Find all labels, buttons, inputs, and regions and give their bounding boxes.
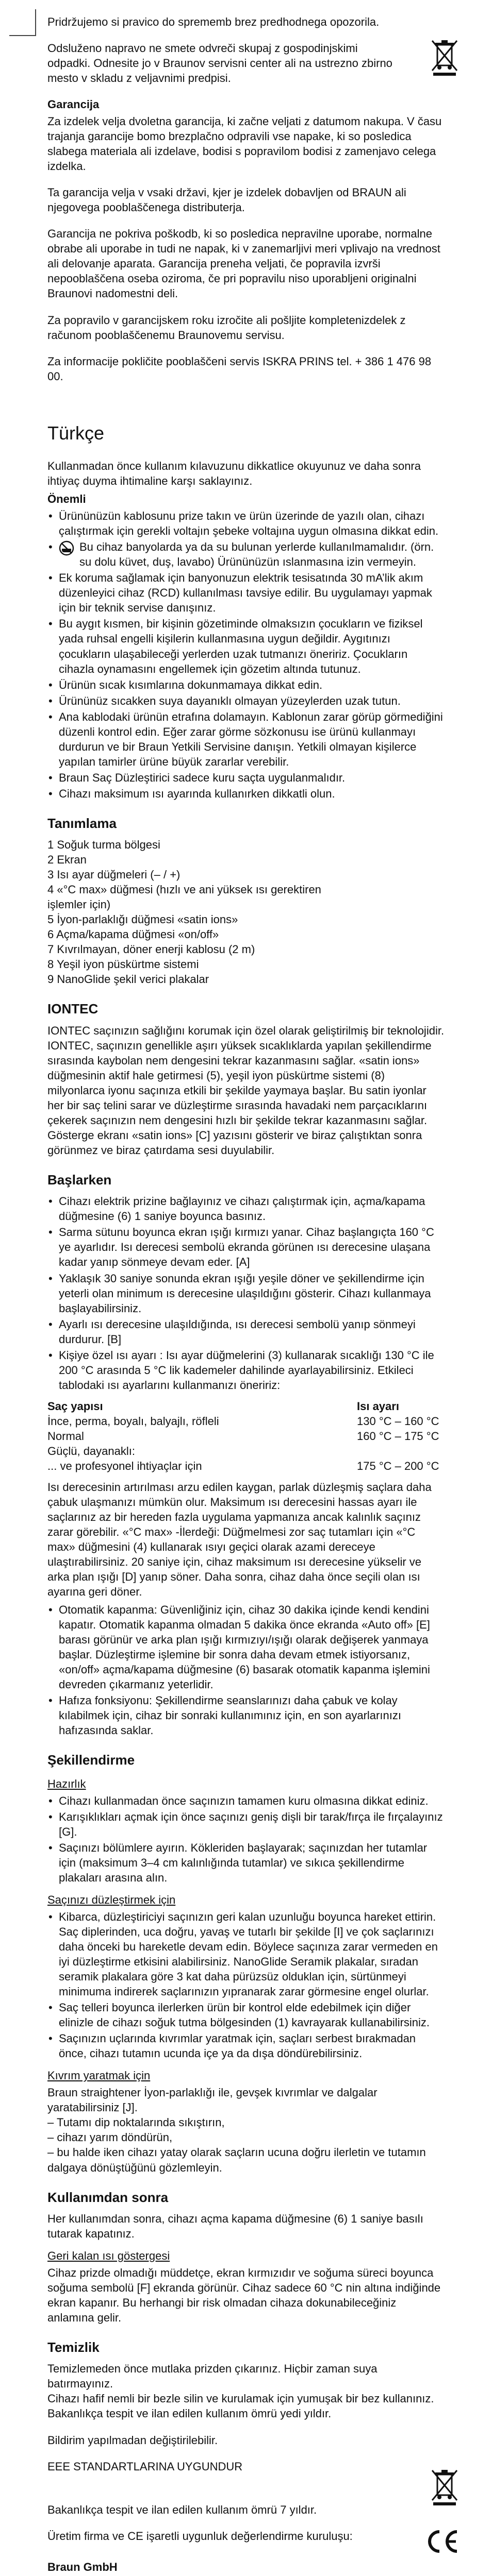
no-water-bath-icon — [59, 540, 74, 556]
list-item: • Ayarlı ısı derecesine ulaşıldığında, ısı derecesi sembolü yanıp sönmeyi durdurur. [B] — [47, 1317, 445, 1347]
list-item: • Cihazı maksimum ısı ayarında kullanırken dikkatli olun. — [47, 786, 445, 801]
tr-heat-paragraph: Isı derecesinin artırılması arzu edilen kaygan, parlak düzleşmiş saçlara daha çabuk ulaşmanızı mümkün olur. Maksimum ısı derecesini hassas ayarı ile saçlarınız az bir hereden fazla uygulama yapmanıza ancak kalınlık saçınız zarar görebilir. «°C max» -İlerdeği: Düğmelmesi zor saç tutamları için «°C max» düğmesini (4) kullanarak ısıyı geçici olarak azami dereceye ulaştırabilirsiniz. 20 saniye için, cihaz maksimum ısı derecesine yükselir ve arka plan ışığı [D] yanıp söner. Daha sonra, cihaz daha önce seçili olan ısı ayarına geri döner. — [47, 1480, 432, 1599]
tr-lifetime-paragraph: Bakanlıkça tespit ve ilan edilen kullanım ömrü 7 yıldır. — [47, 2503, 317, 2516]
tr-curls-paragraph: Braun straightener İyon-parlaklığı ile, gevşek kıvrımlar ve dalgalar yaratabilirsiniz [J]. – Tutamı dip noktalarında sıkıştırın, – cihazı yarım döndürün, – bu halde iken cihazı yatay olarak saçların ucuna doğru ilerletin ve tutamın dalgaya dönüştüğünü gözlemleyin. — [47, 2086, 426, 2174]
slo-paragraph-2: Odsluženo napravo ne smete odvreči skupaj z gospodinjskimi odpadki. Odnesite jo v Braunov servisni center ali na ustrezno zbirno mesto v skladu z veljavnimi predpisi. — [47, 42, 392, 85]
tr-important-heading: Önemli — [47, 493, 86, 506]
garancija-paragraph-4: Za popravilo v garancijskem roku izročite ali pošljite kompletenizdelek z računom pooblaščenemu Braunovemu servisu. — [47, 313, 406, 342]
list-item: • Ürününüzün kablosunu prize takın ve ürün üzerinde de yazılı olan, cihazı çalıştırmak için gerekli voltajın şebeke voltajına uygun olmasına dikkat edin. — [47, 509, 445, 538]
tr-cleaning-heading: Temizlik — [47, 2340, 100, 2355]
list-item: • Sarma sütunu boyunca ekran ışığı kırmızı yanar. Cihaz başlangıçta 160 °C ye ayarlıdır. Isı derecesi sembolü ekranda görünen ısı derecesine ulaşana kadar yanıp sönmeye devam eder. [A] — [47, 1225, 445, 1269]
company-line — [47, 2574, 445, 2576]
tr-iontec-heading: IONTEC — [47, 1001, 99, 1017]
table-cell: ... ve profesyonel ihtiyaçlar için — [47, 1459, 202, 1472]
table-row — [47, 1429, 445, 1444]
list-item: • Saçınızı bölümlere ayırın. Kökleriden başlayarak; saçınızdan her tutamlar için (maksimum 3–4 cm kalınlığında tutamlar) ve sıkıca şekillendirme plakaları arasına alın. — [47, 1840, 445, 1885]
tr-curls-heading: Kıvrım yaratmak için — [47, 2069, 151, 2082]
list-item: • Ek koruma sağlamak için banyonuzun elektrik tesisatında 30 mA’lik akım düzenleyici cihaz (RCD) kullanılması tavsiye edilir. Bu uygulamayı yapmak için bir teknik servise danışınız. — [47, 570, 445, 615]
slo-disposal-row — [47, 41, 445, 86]
slo-paragraph-1: Pridržujemo si pravico do sprememb brez predhodnega opozorila. — [47, 15, 380, 28]
tr-straighten-heading: Saçınızı düzleştirmek için — [47, 1893, 176, 1906]
tr-after-use-heading: Kullanımdan sonra — [47, 2189, 169, 2205]
list-item: 8 Yeşil iyon püskürtme sistemi — [47, 958, 199, 971]
list-item: • Kişiye özel ısı ayarı : Isı ayar düğmelerini (3) kullanarak sıcaklığı 130 °C ile 200 °C arasında 5 °C lik kademeler dahilinde ayarlayabilirsiniz. Etkileci tablodaki ısı ayarlarını kullanmanızı öneririz: — [47, 1348, 445, 1393]
list-item: • Saçınızın uçlarında kıvrımlar yaratmak için, saçları serbest bırakmadan önce, cihazı tutamın ucunda içe ya da dışa döndürebilirsiniz. — [47, 2031, 445, 2061]
tr-preparation-heading: Hazırlık — [47, 1777, 86, 1790]
list-item: • Ürününüz sıcakken suya dayanıklı olmayan yüzeylerden uzak tutun. — [47, 693, 445, 708]
tr-styling-heading: Şekillendirme — [47, 1752, 135, 1768]
turkish-section-title: Türkçe — [47, 422, 105, 444]
tr-intro: Kullanmadan önce kullanım kılavuzunu dikkatlice okuyunuz ve daha sonra ihtiyaç duyma ihtimaline karşı saklayınız. — [47, 460, 421, 488]
list-item: • Ana kablodaki ürünün etrafına dolamayın. Kablonun zarar görüp görmediğini düzenli kontrol edin. Eğer zarar görme sözkonusu ise ürünü kullanmayı durdurun ve bir Braun Yetkili Servisine danışın. Yetkili olmayan kişilerce yapılan tamirler ürüne büyük zararlar verebilir. — [47, 709, 445, 769]
tr-start-list — [47, 1194, 445, 1392]
tr-important-list — [47, 509, 445, 801]
tr-eee-paragraph: EEE STANDARTLARINA UYGUNDUR — [47, 2460, 243, 2473]
tr-prep-list — [47, 1793, 445, 1885]
table-row — [47, 1414, 445, 1429]
tr-iontec-paragraph: IONTEC saçınızın sağlığını korumak için özel olarak geliştirilmiş bir teknolojidir. IONTEC, saçınızın genellikle aşırı yüksek sıcaklıklarda yapılan şekillendirme sırasında kaybolan nem dengesini tekrar kazanmasını sağlar. «satin ions» düğmesinin aktif hale getirmesi (5), yeşil iyon püskürtme sistemi (8) milyonlarca iyonu saçınıza etkili bir şekilde yaymaya başlar. Bu satin iyonlar her bir saç telini sarar ve düzleştirme sırasında havadaki nem parçacıklarını çekerek saçınızın nem dengesini hızlı bir şekilde tekrar kazanmasını sağlar. Gösterge ekranı «satin ions» [C] yazısını gösterir ve biraz çalıştıktan sonra görünmez ve biraz çatırdama sesi duyulabilir. — [47, 1024, 445, 1157]
table-header-row — [47, 1399, 445, 1414]
table-header-cell: Saç yapısı — [47, 1399, 103, 1413]
list-item: 1 Soğuk turma bölgesi — [47, 838, 160, 852]
table-header-cell: Isı ayarı — [357, 1399, 399, 1413]
list-item: 2 Ekran — [47, 853, 87, 867]
tr-description-heading: Tanımlama — [47, 815, 117, 831]
table-cell — [357, 1444, 445, 1459]
tr-parts-list — [47, 837, 445, 987]
table-cell: İnce, perma, boyalı, balyajlı, röfleli — [47, 1414, 219, 1428]
list-item: 9 NanoGlide şekil verici plakalar — [47, 973, 209, 986]
list-item: • Ürünün sıcak kısımlarına dokunmamaya dikkat edin. — [47, 677, 445, 692]
tr-ce-row — [47, 2529, 445, 2560]
garancija-paragraph-2: Ta garancija velja v vsaki državi, kjer je izdelek dobavljen od BRAUN ali njegovega pooblaščenega distributerja. — [47, 186, 406, 214]
list-item: 4 «°C max» düğmesi (hızlı ve ani yüksek ısı gerektiren işlemler için) — [47, 883, 321, 911]
garancija-heading: Garancija — [47, 98, 100, 111]
tr-after-use-paragraph: Her kullanımdan sonra, cihazı açma kapama düğmesine (6) 1 saniye basılı tutarak kapatınız. — [47, 2212, 423, 2240]
crossed-bin-icon — [429, 38, 460, 78]
table-cell: 160 °C – 175 °C — [357, 1429, 439, 1443]
tr-cleaning-paragraph: Temizlemeden önce mutlaka prizden çıkarınız. Hiçbir zaman suya batırmayınız. Cihazı hafif nemli bir bezle silin ve kurulamak için yumuşak bir bez kullanınız. Bakanlıkça tespit ve ilan edilen kullanım ömrü yedi yıldır. — [47, 2362, 434, 2420]
table-cell: 130 °C – 160 °C — [357, 1414, 439, 1428]
list-item: • Yaklaşık 30 saniye sonunda ekran ışığı yeşile döner ve şekillendirme için yeterli olan minimum ıs derecesine ulaşıldığını gösterir. Cihazı kullanmaya başlayabilirsiniz. — [47, 1271, 445, 1316]
garancija-paragraph-5: Za informacije pokličite pooblaščeni servis ISKRA PRINS tel. + 386 1 476 98 00. — [47, 354, 432, 383]
ce-mark-icon — [424, 2529, 460, 2554]
crop-mark-top — [9, 9, 36, 36]
tr-residual-heat-heading: Geri kalan ısı göstergesi — [47, 2249, 170, 2262]
list-item: • Kibarca, düzleştiriciyi saçınızın geri kalan uzunluğu boyunca hareket ettirin. Saç diplerinden, uca doğru, yavaş ve tutarlı bir şekilde [I] ve çok saçlarınızı daha önceki bu hareketle devam edin. Böylece saçınıza zarar vermeden en iyi düzleştirme etkisini alabilirsiniz. NanoGlide Seramik plakalar, sıradan seramik plakalara göre 3 kat daha pürüzsüz olduklan için, sürtünmeyi minimuma indirerek saçlarınızın yıpranarak zarar görmesine engel olurlar. — [47, 1909, 445, 1999]
tr-getting-started-heading: Başlarken — [47, 1172, 112, 1188]
list-item: • Saç telleri boyunca ilerlerken ürün bir kontrol elde edebilmek için diğer elinizle de cihazı soğuk tutma bölgesinden (1) kavrayarak kullanabilirsiniz. — [47, 2000, 445, 2030]
tr-eee-row — [47, 2459, 445, 2495]
list-item: • Hafıza fonksiyonu: Şekillendirme seanslarınızı daha çabuk ve kolay kılabilmek için, cihaz bir sonraki kullanımınız için, en son ayarlarınızı hafızasında saklar. — [47, 1693, 445, 1738]
list-item: 5 İyon-parlaklığı düğmesi «satin ions» — [47, 913, 238, 926]
list-item: 6 Açma/kapama düğmesi «on/off» — [47, 928, 219, 941]
table-cell: Normal — [47, 1429, 84, 1443]
garancija-paragraph-1: Za izdelek velja dvoletna garancija, ki začne veljati z datumom nakupa. V času trajanja garancije bomo brezplačno odpravili vse napake, ki so posledica slabega materiala ali izdelave, bodisi s popravilom bodisi z zamenjavo celega izdelka. — [47, 115, 442, 173]
list-item: 7 Kıvrılmayan, döner enerji kablosu (2 m) — [47, 943, 255, 956]
tr-residual-heat-paragraph: Cihaz prizde olmadığı müddetçe, ekran kırmızıdır ve soğuma süreci boyunca soğuma sembolü [F] ekranda görünür. Cihaz sadece 60 °C nin altına indiğinde ekran kapanır. Bu herhangi bir risk olmadan cihaza dokunabileceğiniz anlamına gelir. — [47, 2266, 441, 2325]
tr-straighten-list — [47, 1909, 445, 2061]
list-item: • Otomatik kapanma: Güvenliğiniz için, cihaz 30 dakika içinde kendi kendini kapatır. Otomatik kapanma olmadan 5 dakika önce ekranda «Auto off» [E] barası görünür ve arka plan ışığı kırmızıyı/ışığı olarak değişerek yanmaya başlar. Düzleştirme işlemine bir sonra daha devam etmek istiyorsanız, «on/off» açma/kapama düğmesine (6) basarak otomatik kapanma işlemini devreden çıkarmanız yeterlidir. — [47, 1602, 445, 1692]
list-item: • Braun Saç Düzleştirici sadece kuru saçta uygulanmalıdır. — [47, 770, 445, 785]
list-item: • Bu aygıt kısmen, bir kişinin gözetiminde olmaksızın çocukların ve fiziksel yada ruhsal engelli kişilerin kullanmasına uygun değildir. Aygıtınızı çocukların ulaşabileceği yerlerden uzak tutmanızı öneririz. Çocukların cihazla oynamasını engellemek için gözetim altında tutunuz. — [47, 616, 445, 676]
list-item: • Cihazı elektrik prizine bağlayınız ve cihazı çalıştırmak için, açma/kapama düğmesine (6) 1 saniye boyunca basınız. — [47, 1194, 445, 1224]
list-item: • Cihazı kullanmadan önce saçınızın tamamen kuru olmasına dikkat ediniz. — [47, 1793, 445, 1808]
manual-page — [47, 14, 445, 2576]
tr-notice-paragraph: Bildirim yapılmadan değiştirilebilir. — [47, 2433, 218, 2447]
tr-manufacturer-paragraph: Üretim firma ve CE işaretli uygunluk değerlendirme kuruluşu: — [47, 2529, 353, 2543]
table-cell: 175 °C – 200 °C — [357, 1459, 439, 1472]
garancija-paragraph-3: Garancija ne pokriva poškodb, ki so posledica nepravilne uporabe, normalne obrabe ali uporabe in tudi ne napak, ki v zanemarljivi meri vplivajo na vrednost ali delovanje aparata. Garancija preneha veljati, če popravila izvrši nepooblaščena oseba oziroma, če pri popravilu niso uporabljeni originalni Braunovi nadomestni deli. — [47, 227, 440, 300]
tr-company-block — [47, 2560, 445, 2576]
crossed-bin-icon — [429, 2467, 460, 2507]
tr-heat-setting-table — [47, 1399, 445, 1473]
list-item: • Bu cihaz banyolarda ya da su bulunan yerlerde kullanılmamalıdır. (örn. su dolu küvet, duş, lavabo) Ürününüzün ıslanmasına izin vermeyin. — [47, 539, 445, 569]
table-row — [47, 1444, 445, 1459]
list-item: 3 Isı ayar düğmeleri (– / +) — [47, 868, 181, 882]
tr-start-list-2 — [47, 1602, 445, 1738]
table-cell: Güçlü, dayanaklı: — [47, 1444, 135, 1458]
table-row — [47, 1459, 445, 1473]
list-item: • Karışıklıkları açmak için önce saçınızı geniş dişli bir tarak/fırça ile fırçalayınız [G]. — [47, 1809, 445, 1839]
company-line: Braun GmbH — [47, 2560, 118, 2573]
